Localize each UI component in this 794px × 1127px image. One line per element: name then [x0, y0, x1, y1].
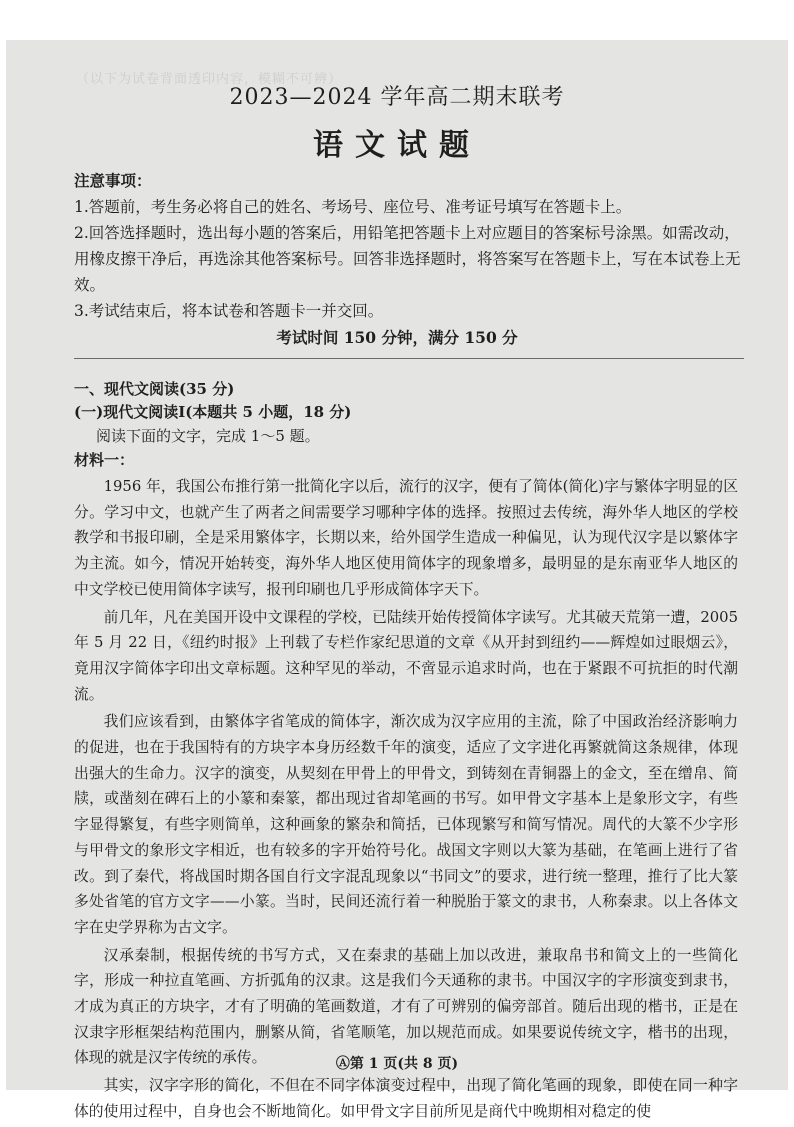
subject-title: 语文试题 — [313, 128, 481, 163]
passage-body — [74, 474, 738, 1127]
sub-section-title: (一)现代文阅读Ⅰ(本题共 5 小题，18 分) — [74, 403, 352, 421]
notice-item: 3.考试结束后，将本试卷和答题卡一并交回。 — [74, 302, 384, 320]
reading-instruction: 阅读下面的文字，完成 1～5 题。 — [96, 427, 320, 445]
divider — [74, 358, 744, 359]
exam-time-line: 考试时间 150 分钟，满分 150 分 — [276, 328, 518, 347]
paragraph: 我们应该看到，由繁体字省笔成的简体字，渐次成为汉字应用的主流，除了中国政治经济影响力的促进，也在于我国特有的方块字本身历经数千年的演变，适应了文字进化再繁就简这条规律，体现出强大的生命力。汉字的演变，从契刻在甲骨上的甲骨文，到铸刻在青铜器上的金文，至在缯帛、简牍，或凿刻在碑石上的小篆和秦篆，都出现过省却笔画的书写。如甲骨文字基本上是象形文字，有些字显得繁复，有些字则简单，这种画象的繁杂和简括，已体现繁写和简写情况。周代的大篆不少字形与甲骨文的象形文字相近，也有较多的字开始符号化。战国文字则以大篆为基础，在笔画上进行了省改。到了秦代，将战国时期各国自行文字混乱现象以“书同文”的要求，进行统一整理，推行了比大篆多处省笔的官方文字——小篆。当时，民间还流行着一种脱胎于篆文的隶书，人称秦隶。以上各体文字在史学界称为古文字。 — [74, 713, 738, 936]
paragraph: 汉承秦制，根据传统的书写方式，又在秦隶的基础上加以改进，兼取帛书和简文上的一些简化字，形成一种拉直笔画、方折弧角的汉隶。这是我们今天通称的隶书。中国汉字的字形演变到隶书，才成为真正的方块字，才有了明确的笔画数道，才有了可辨别的偏旁部首。随后出现的楷书，正是在汉隶字形框架结构范围内，删繁从简，省笔顺笔，加以规范而成。如果要说传统文字，楷书的出现，体现的就是汉字传统的承传。 — [74, 946, 738, 1067]
exam-paper — [6, 40, 788, 1120]
paragraph: 1956 年，我国公布推行第一批简化字以后，流行的汉字，便有了简体(简化)字与繁体字明显的区分。学习中文，也就产生了两者之间需要学习哪种字体的选择。按照过去传统，海外华人地区的学校教学和书报印刷，全是采用繁体字，长期以来，给外国学生造成一种偏见，认为现代汉字是以繁体字为主流。如今，情况开始转变，海外华人地区使用简体字的现象增多，最明显的是东南亚华人地区的中文学校已使用简体字读写，报刊印刷也几乎形成简体字天下。 — [74, 478, 738, 598]
exam-title: 2023—2024 学年高二期末联考 — [229, 85, 565, 110]
notice-item: 2.回答选择题时，选出每小题的答案后，用铅笔把答题卡上对应题目的答案标号涂黑。如需改动，用橡皮擦干净后，再选涂其他答案标号。回答非选择题时，将答案写在答题卡上，写在本试卷上无效。 — [74, 224, 741, 294]
bleed-through-text: （以下为试卷背面透印内容，模糊不可辨） — [76, 72, 343, 87]
part-title: 一、现代文阅读(35 分) — [74, 380, 235, 398]
page-footer: Ⓐ第 1 页(共 8 页) — [335, 1056, 459, 1072]
paragraph: 其实，汉字字形的简化，不但在不同字体演变过程中，出现了简化笔画的现象，即使在同一种字体的使用过程中，自身也会不断地简化。如甲骨文字目前所见是商代中晚期相对稳定的使 — [74, 1077, 738, 1120]
notice-item: 1.答题前，考生务必将自己的姓名、考场号、座位号、准考证号填写在答题卡上。 — [74, 198, 632, 216]
notice-heading: 注意事项： — [74, 171, 152, 190]
paragraph: 前几年，凡在美国开设中文课程的学校，已陆续开始传授简体字读写。尤其破天荒第一遭，2005 年 5 月 22 日，《纽约时报》上刊载了专栏作家纪思道的文章《从开封到纽约——辉煌如过眼烟云》，竟用汉字简体字印出文章标题。这种罕见的举动，不啻显示追求时尚，也在于紧跟不可抗拒的时代潮流。 — [74, 608, 738, 703]
material-label: 材料一： — [74, 451, 135, 469]
notice-list — [74, 194, 744, 324]
